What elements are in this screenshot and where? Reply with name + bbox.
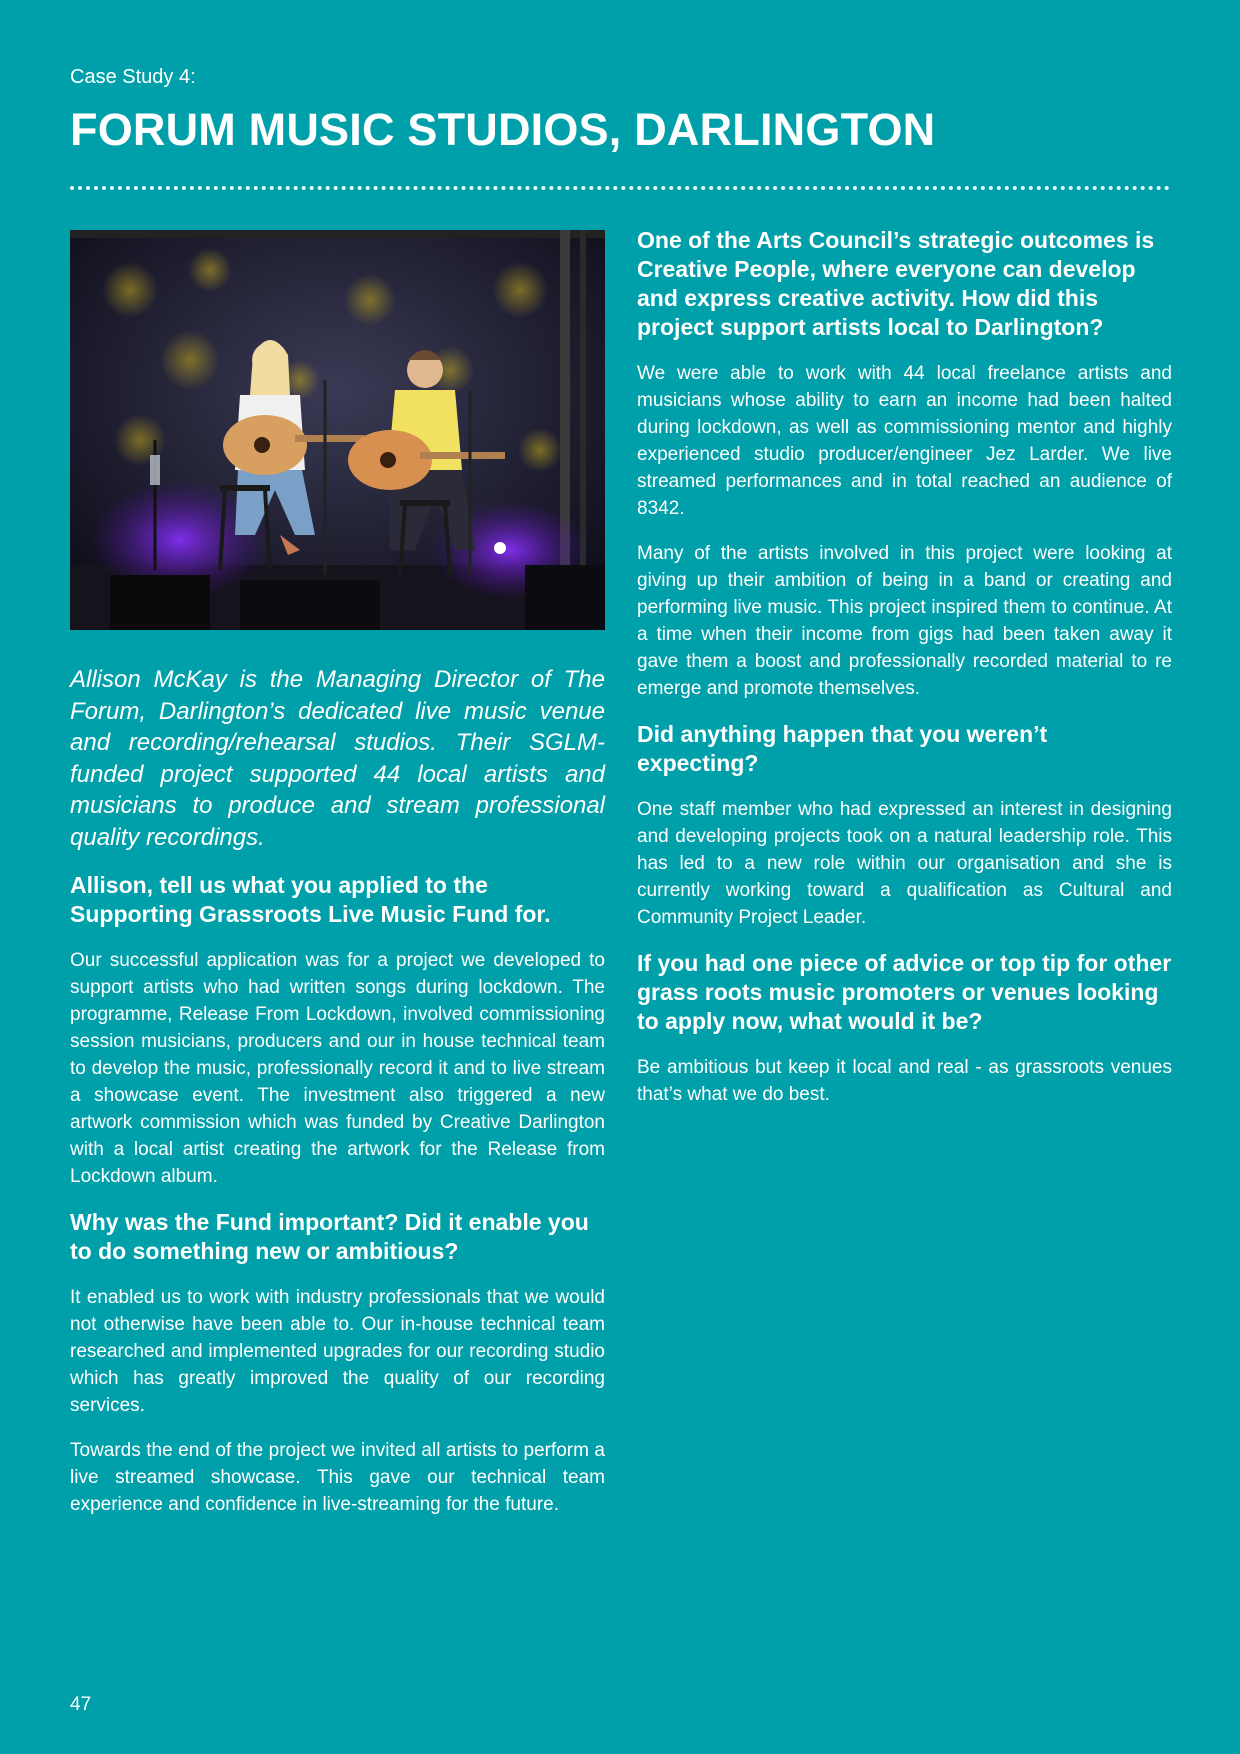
- answer-fund-importance-2: Towards the end of the project we invited all artists to perform a live streamed showcase. This gave our technical team experience and confidence in live-streaming for the future.: [70, 1440, 605, 1515]
- question-heading-advice: If you had one piece of advice or top tip for other grass roots music promoters or venues looking to apply now, what would it be?: [637, 950, 1172, 1034]
- answer-fund-importance-1: It enabled us to work with industry professionals that we would not otherwise have been able to. Our in-house technical team researched and implemented upgrades for our recording studio which has greatly improved the quality of our recording services.: [70, 1287, 605, 1416]
- case-study-label: Case Study 4:: [70, 66, 196, 88]
- question-heading-fund-purpose: Allison, tell us what you applied to the Supporting Grassroots Live Music Fund for.: [70, 872, 551, 927]
- answer-unexpected: One staff member who had expressed an interest in designing and developing projects took on a natural leadership role. This has led to a new role within our organisation and she is currently working toward a qualification as Cultural and Community Project Leader.: [637, 799, 1172, 928]
- left-column: [70, 230, 605, 1536]
- intro-paragraph: Allison McKay is the Managing Director of The Forum, Darlington’s dedicated live music venue and recording/rehearsal studios. Their SGLM-funded project supported 44 local artists and musicians to produce and stream professional quality recordings.: [70, 666, 605, 851]
- page-title: FORUM MUSIC STUDIOS, DARLINGTON: [70, 104, 936, 155]
- dotted-divider: [70, 186, 1170, 190]
- performance-photo: [70, 230, 605, 630]
- page-number: 47: [70, 1694, 92, 1715]
- question-heading-fund-importance: Why was the Fund important? Did it enable you to do something new or ambitious?: [70, 1209, 589, 1264]
- answer-fund-purpose: Our successful application was for a project we developed to support artists who had written songs during lockdown. The programme, Release From Lockdown, involved commissioning session musicians, producers and our in house technical team to develop the music, professionally record it and to live stream a showcase event. The investment also triggered a new artwork commission which was funded by Creative Darlington with a local artist creating the artwork for the Release from Lockdown album.: [70, 950, 605, 1187]
- right-column: [637, 226, 1172, 1126]
- question-heading-unexpected: Did anything happen that you weren’t expecting?: [637, 721, 1048, 776]
- answer-advice: Be ambitious but keep it local and real - as grassroots venues that’s what we do best.: [637, 1057, 1172, 1105]
- answer-creative-people-2: Many of the artists involved in this project were looking at giving up their ambition of being in a band or creating and performing live music. This project inspired them to continue. At a time when their income from gigs had been taken away it gave them a boost and professionally recorded material to re emerge and promote themselves.: [637, 543, 1172, 699]
- answer-creative-people-1: We were able to work with 44 local freelance artists and musicians whose ability to earn an income had been halted during lockdown, as well as commissioning mentor and highly experienced studio producer/engineer Jez Larder. We live streamed performances and in total reached an audience of 8342.: [637, 363, 1172, 519]
- question-heading-creative-people: One of the Arts Council’s strategic outcomes is Creative People, where everyone can develop and express creative activity. How did this project support artists local to Darlington?: [637, 227, 1155, 340]
